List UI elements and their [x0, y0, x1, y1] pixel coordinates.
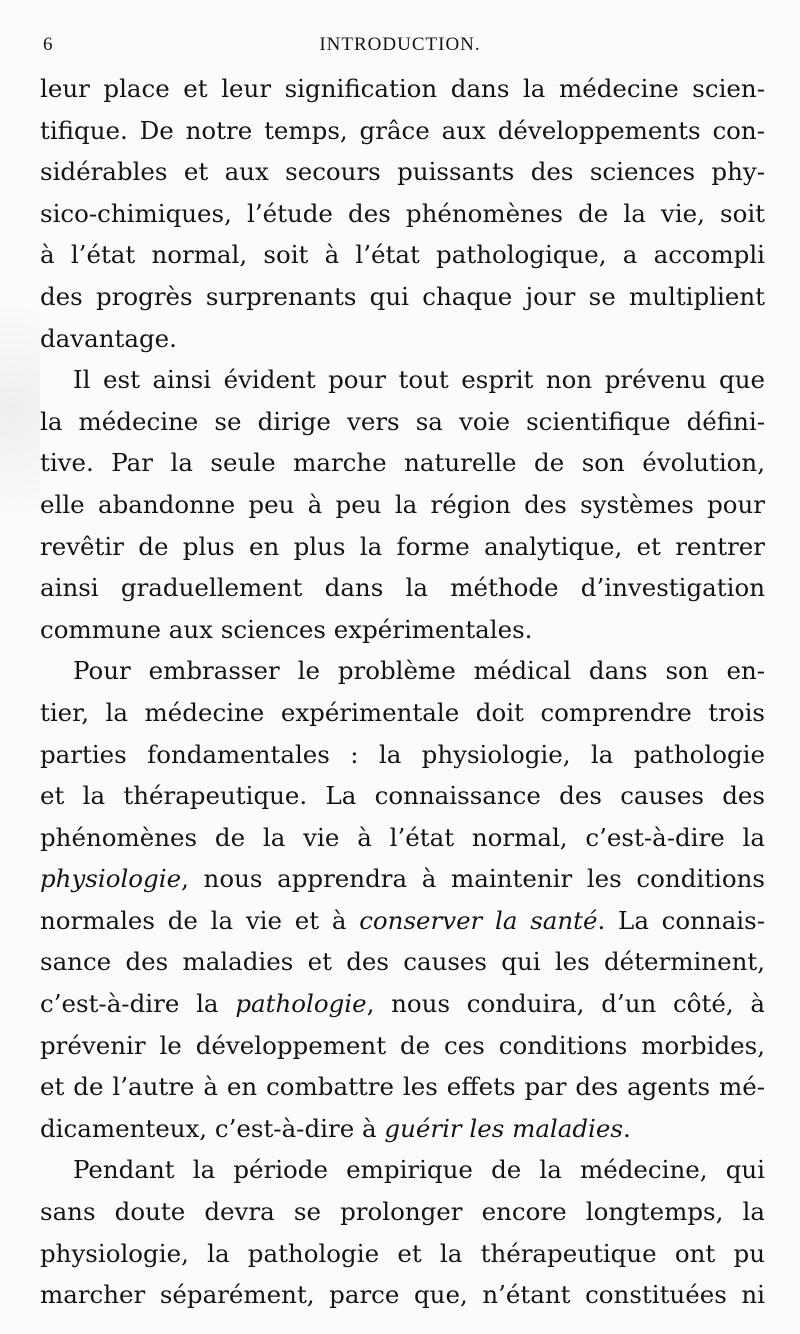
text-line: et de l’autre à en combattre les effets par des agents mé-: [40, 1072, 765, 1102]
text-line: Il est ainsi évident pour tout esprit non prévenu que: [73, 365, 765, 395]
text-fragment: .: [622, 1113, 631, 1143]
text-fragment: dicamenteux, c’est-à-dire à: [40, 1113, 385, 1143]
text-line: phénomènes de la vie à l’état normal, c’est-à-dire la: [40, 822, 765, 852]
text-fragment: , nous conduira, d’un côté, à: [366, 989, 765, 1019]
text-fragment: c’est-à-dire la: [40, 989, 236, 1019]
text-line: [40, 1108, 765, 1150]
text-line: prévenir le développement de ces conditions morbides,: [40, 1030, 765, 1060]
text-line: et la thérapeutique. La connaissance des causes des: [40, 781, 765, 811]
italic-term: physiologie: [40, 864, 182, 894]
text-fragment: , nous apprendra à maintenir les conditions: [181, 864, 765, 894]
text-line: marcher séparément, parce que, n’étant constituées ni: [40, 1280, 765, 1310]
text-line: tier, la médecine expérimentale doit comprendre trois: [40, 697, 765, 727]
text-line: Pour embrasser le problème médical dans son en-: [73, 656, 765, 686]
text-line: sance des maladies et des causes qui les déterminent,: [40, 947, 765, 977]
text-line: commune aux sciences expérimentales.: [40, 614, 533, 644]
running-title: INTRODUCTION.: [319, 34, 481, 55]
italic-term: pathologie: [235, 989, 367, 1019]
text-line: [40, 900, 765, 942]
body-text: [40, 68, 765, 1316]
text-line: tifique. De notre temps, grâce aux développements con-: [40, 115, 765, 145]
text-line: elle abandonne peu à peu la région des systèmes pour: [40, 489, 765, 519]
text-line: ainsi graduellement dans la méthode d’investigation: [40, 573, 765, 603]
text-line: Pendant la période empirique de la médecine, qui: [73, 1155, 765, 1185]
page-stain: [0, 250, 40, 570]
text-line: sidérables et aux secours puissants des sciences phy-: [40, 157, 765, 187]
text-line: [40, 858, 765, 900]
text-line: revêtir de plus en plus la forme analytique, et rentrer: [40, 531, 765, 561]
text-line: parties fondamentales : la physiologie, la pathologie: [40, 739, 765, 769]
italic-term: conserver la santé: [359, 905, 598, 935]
text-fragment: . La connais-: [597, 905, 765, 935]
text-line: des progrès surprenants qui chaque jour se multiplient: [40, 281, 765, 311]
text-fragment: normales de la vie et à: [40, 905, 360, 935]
page-number: 6: [43, 34, 54, 55]
text-line: sans doute devra se prolonger encore longtemps, la: [40, 1197, 765, 1227]
text-line: physiologie, la pathologie et la thérapeutique ont pu: [40, 1238, 765, 1268]
text-line: leur place et leur signification dans la médecine scien-: [40, 74, 765, 103]
text-line: tive. Par la seule marche naturelle de son évolution,: [40, 448, 765, 478]
text-line: à l’état normal, soit à l’état pathologique, a accompli: [40, 240, 765, 270]
text-line: [40, 983, 765, 1025]
text-line: sico-chimiques, l’étude des phénomènes de la vie, soit: [40, 198, 765, 228]
italic-term: guérir les maladies: [384, 1113, 623, 1143]
page-header: [40, 34, 760, 58]
text-line: la médecine se dirige vers sa voie scientifique défini-: [40, 406, 765, 436]
text-line: davantage.: [40, 323, 177, 353]
